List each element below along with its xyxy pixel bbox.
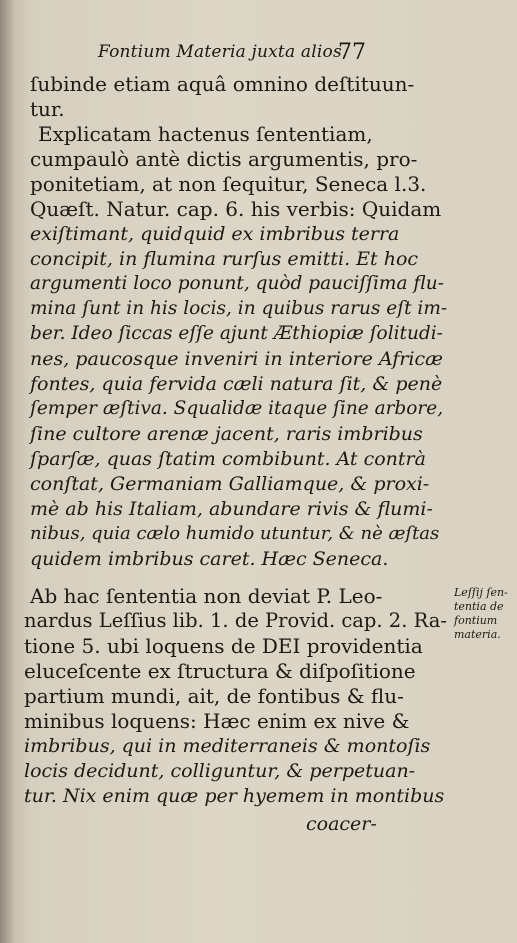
marginal-note-line: Leſſij ſen- (454, 586, 508, 599)
text-line: imbribus, qui in mediterraneis & montoſis (24, 735, 431, 757)
text-line: ponitetiam, at non ſequitur, Seneca l.3. (30, 172, 427, 196)
text-line: tur. (30, 97, 65, 121)
text-line: quidem imbribus caret. Hæc Seneca. (30, 548, 389, 570)
text-line: ſparſæ, quas ſtatim combibunt. At contrà (30, 448, 426, 470)
text-line: mè ab his Italiam, abundare rivis & flumi- (30, 498, 433, 520)
page-number: 77 (338, 40, 366, 65)
text-line: minibus loquens: Hæc enim ex nive & (24, 709, 410, 733)
text-line: cumpaulò antè dictis argumentis, pro- (30, 147, 418, 171)
text-line: tione 5. ubi loquens de DEI providentia (24, 634, 423, 658)
text-line: ſine cultore arenæ jacent, raris imbribus (30, 423, 423, 445)
text-line: exiſtimant, quidquid ex imbribus terra (30, 223, 400, 245)
text-line: Ab hac ſententia non deviat P. Leo- (30, 584, 383, 608)
text-line: fontes, quia fervida cæli natura ſit, & penè (30, 373, 443, 395)
text-line: concipit, in flumina rurſus emitti. Et hoc (30, 248, 419, 270)
text-line: nardus Leſſius lib. 1. de Provid. cap. 2. Ra- (24, 609, 447, 632)
text-line: eluceſcente ex ſtructura & diſpoſitione (24, 659, 416, 683)
text-line: ſubinde etiam aquâ omnino deſtituun- (30, 72, 415, 96)
page-gutter-shadow (0, 0, 14, 943)
text-line: ſemper æſtiva. Squalidæ itaque ſine arbore, (30, 398, 444, 419)
catchword: coacer- (306, 813, 377, 835)
text-line: conſtat, Germaniam Galliamque, & proxi- (30, 473, 430, 495)
text-line: Quæſt. Natur. cap. 6. his verbis: Quidam (30, 197, 442, 221)
text-line: tur. Nix enim quæ per hyemem in montibus (24, 785, 445, 807)
text-line: Explicatam hactenus ſententiam, (38, 122, 373, 146)
text-line: ber. Ideo ſiccas eſſe ajunt Æthiopiæ ſolitudi- (30, 323, 443, 344)
text-line: locis decidunt, colliguntur, & perpetuan- (24, 760, 416, 782)
text-line: nibus, quia cælo humido utuntur, & nè æſtas (30, 523, 440, 544)
text-line: partium mundi, ait, de fontibus & flu- (24, 684, 404, 708)
marginal-note-line: tentia de (454, 600, 504, 613)
running-head: Fontium Materia juxta alios. (98, 42, 348, 62)
marginal-note-line: materia. (454, 628, 501, 641)
marginal-note (454, 586, 517, 642)
marginal-note-line: fontium (454, 614, 498, 627)
text-line: argumenti loco ponunt, quòd pauciſſima flu- (30, 273, 444, 294)
text-line: mina ſunt in his locis, in quibus rarus eſt im- (30, 298, 448, 319)
text-line: nes, paucosque inveniri in interiore Africæ (30, 348, 443, 370)
